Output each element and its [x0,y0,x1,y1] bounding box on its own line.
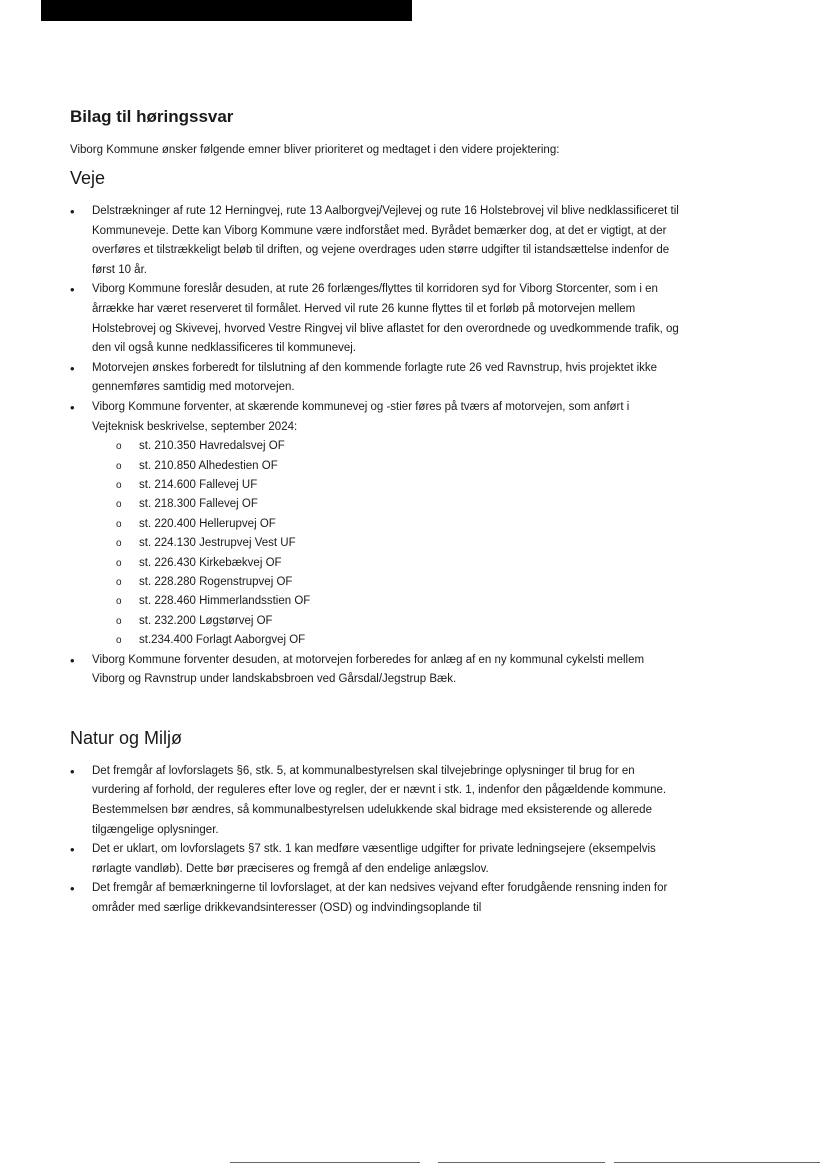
veje-list [70,202,680,690]
list-item: • Viborg Kommune foreslår desuden, at rute 26 forlænges/flyttes til korridoren syd for Viborg Storcenter, som i en årrække har været reserveret til formålet. Herved vil rute 26 kunne flyttes til et forløb på motorvejen mellem Holstebrovej og Skivevej, hvorved Vestre Ringvej vil blive aflastet for den overordnede og uvedkommende trafik, og den vil også kunne nedklassificeres til kommunevej. [70,280,680,358]
redaction-bar [41,0,412,21]
station-item: o st.234.400 Forlagt Aaborgvej OF [92,631,680,650]
section-heading-natur: Natur og Miljø [70,727,183,748]
list-item: • Motorvejen ønskes forberedt for tilslutning af den kommende forlagte rute 26 ved Ravnstrup, hvis projektet ikke gennemføres samtidig med motorvejen. [70,359,680,398]
list-item: • Det er uklart, om lovforslagets §7 stk. 1 kan medføre væsentlige udgifter for private ledningsejere (eksempelvis rørlagte vandløb). Dette bør præciseres og fremgå af den endelige anlægslov. [70,840,680,879]
section-heading-veje: Veje [70,168,106,188]
list-item [70,398,680,651]
list-item: • Det fremgår af lovforslagets §6, stk. 5, at kommunalbestyrelsen skal tilvejebringe oplysninger til brug for en vurdering af forhold, der reguleres efter love og regler, der er nævnt i stk. 1, indenfor den pågældende kommune. Bestemmelsen bør ændres, så kommunalbestyrelsen udelukkende skal bidrage med eksisterende og allerede tilgængelige oplysninger. [70,762,680,840]
station-item: o st. 232.200 Løgstørvej OF [92,612,680,631]
station-item: o st. 210.350 Havredalsvej OF [92,437,680,456]
station-item: o st. 228.280 Rogenstrupvej OF [92,573,680,592]
station-item: o st. 226.430 Kirkebækvej OF [92,554,680,573]
page-title: Bilag til høringssvar [70,107,234,126]
intro-text: Viborg Kommune ønsker følgende emner bliver prioriteret og medtaget i den videre projektering: [70,144,560,156]
scan-artifact-lines [230,1162,820,1164]
station-item: o st. 210.850 Alhedestien OF [92,457,680,476]
station-item: o st. 214.600 Fallevej UF [92,476,680,495]
list-item-text: Viborg Kommune forventer, at skærende kommunevej og -stier føres på tværs af motorvejen, som anført i Vejteknisk beskrivelse, september 2024: [92,400,630,433]
station-item: o st. 224.130 Jestrupvej Vest UF [92,534,680,553]
station-item: o st. 228.460 Himmerlandsstien OF [92,592,680,611]
list-item: • Det fremgår af bemærkningerne til lovforslaget, at der kan nedsives vejvand efter forudgående rensning inden for områder med særlige drikkevandsinteresser (OSD) og indvindingsoplande til [70,879,680,918]
document-page [70,106,680,919]
station-list [92,437,680,650]
list-item: • Viborg Kommune forventer desuden, at motorvejen forberedes for anlæg af en ny kommunal cykelsti mellem Viborg og Ravnstrup under landskabsbroen ved Gårsdal/Jegstrup Bæk. [70,651,680,690]
natur-list [70,762,680,919]
station-item: o st. 220.400 Hellerupvej OF [92,515,680,534]
list-item: • Delstrækninger af rute 12 Herningvej, rute 13 Aalborgvej/Vejlevej og rute 16 Holstebrovej vil blive nedklassificeret til Kommuneveje. Dette kan Viborg Kommune være indforstået med. Byrådet bemærker dog, at det er vigtigt, at der overføres et tilstrækkeligt beløb til driften, og vejene overdrages uden større udgifter til istandsættelse indenfor de først 10 år. [70,202,680,280]
station-item: o st. 218.300 Fallevej OF [92,495,680,514]
